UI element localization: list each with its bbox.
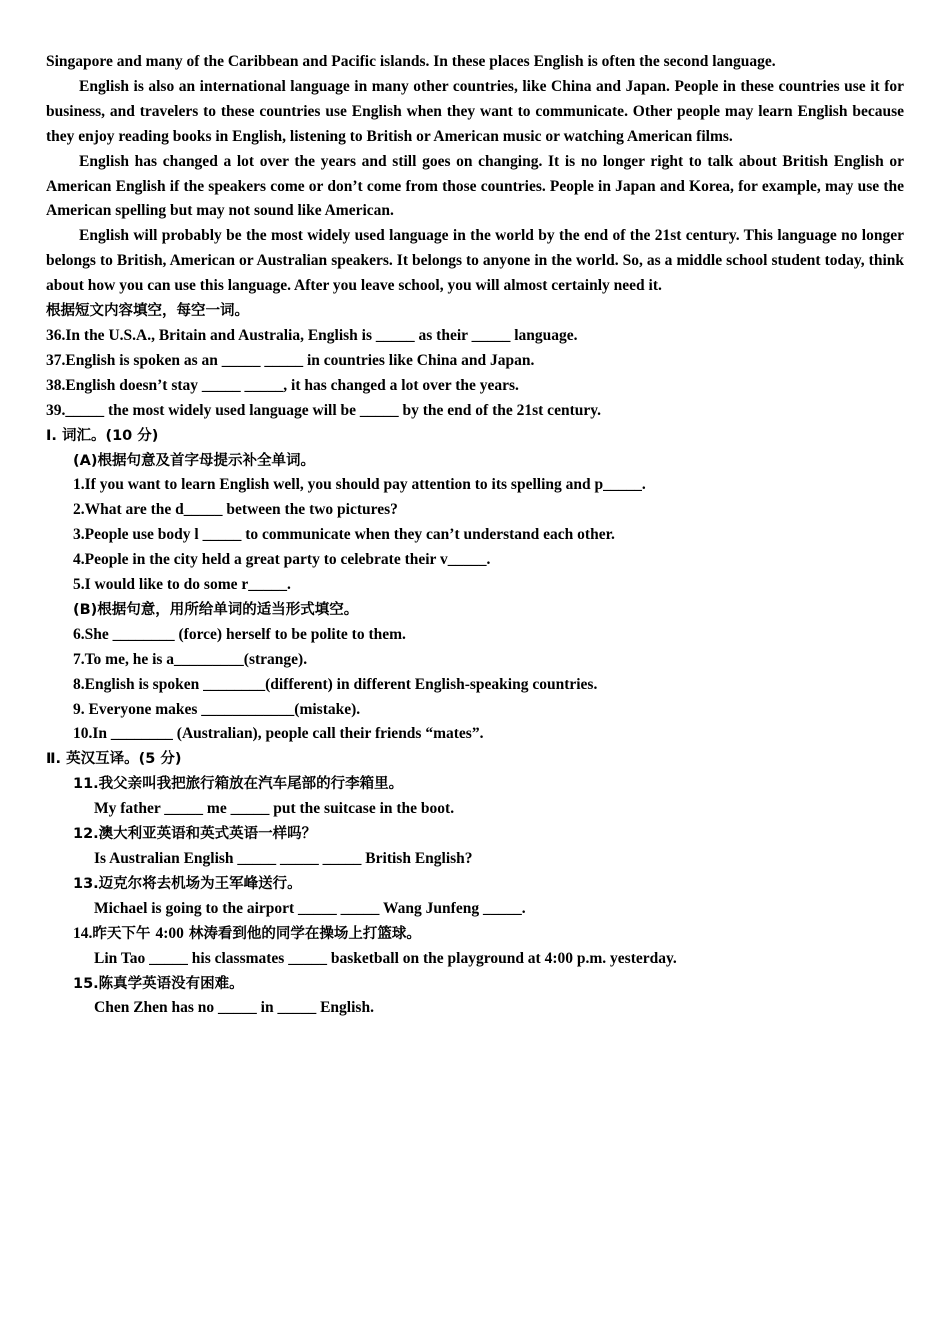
passage-paragraph-3: English has changed a lot over the years and still goes on changing. It is no longer right to talk about British English or American English if the speakers come or don’t come from those countries. People in Japan and Korea, for example, may use the American spelling but may not sound like American. xyxy=(46,152,904,220)
part-b-instruction: (B)根据句意，用所给单词的适当形式填空。 xyxy=(73,601,359,618)
translation-item-14-cn-b: 林涛看到他的同学在操场上打篮球。 xyxy=(183,925,421,942)
vocab-item-7: 7.To me, he is a_________(strange). xyxy=(73,650,308,668)
vocab-item-1: 1.If you want to learn English well, you should pay attention to its spelling and p_____. xyxy=(73,476,646,494)
vocab-item-10: 10.In ________ (Australian), people call their friends “mates”. xyxy=(73,725,484,743)
vocab-item-8: 8.English is spoken ________(different) in different English-speaking countries. xyxy=(73,675,598,693)
cloze-item-36: 36.In the U.S.A., Britain and Australia, English is _____ as their _____ language. xyxy=(46,326,578,344)
vocab-item-5: 5.I would like to do some r_____. xyxy=(73,576,291,594)
translation-item-14-cn-a: 昨天下午 xyxy=(92,925,156,942)
passage-paragraph-1: Singapore and many of the Caribbean and Pacific islands. In these places English is often the second language. xyxy=(46,53,776,70)
translation-item-14-time: 4:00 xyxy=(155,924,184,942)
vocab-item-4: 4.People in the city held a great party to celebrate their v_____. xyxy=(73,551,491,569)
translation-item-11-en: My father _____ me _____ put the suitcase in the boot. xyxy=(94,800,455,818)
passage-paragraph-4: English will probably be the most widely used language in the world by the end of the 21st century. This language no longer belongs to British, American or Australian speakers. It belongs to anyone in the world. So, as a middle school student today, think about how you can use this language. After you leave school, you will almost certainly need it. xyxy=(46,227,904,295)
vocab-item-2: 2.What are the d_____ between the two pictures? xyxy=(73,501,398,519)
translation-item-14-number: 14. xyxy=(73,924,93,942)
cloze-item-37: 37.English is spoken as an _____ _____ in countries like China and Japan. xyxy=(46,351,535,369)
document-page xyxy=(46,50,904,1021)
cloze-item-38: 38.English doesn’t stay _____ _____, it has changed a lot over the years. xyxy=(46,376,519,394)
translation-item-14-cn xyxy=(46,922,904,947)
translation-item-14-en: Lin Tao _____ his classmates _____ basketball on the playground at 4:00 p.m. yesterday. xyxy=(94,949,677,967)
translation-item-12-en: Is Australian English _____ _____ _____ British English? xyxy=(94,850,473,867)
translation-item-13-cn: 13.迈克尔将去机场为王军峰送行。 xyxy=(73,875,302,892)
section-1-heading: Ⅰ. 词汇。(10 分) xyxy=(46,427,159,444)
cloze-instruction: 根据短文内容填空，每空一词。 xyxy=(46,303,249,320)
vocab-item-3: 3.People use body l _____ to communicate when they can’t understand each other. xyxy=(73,526,615,544)
vocab-item-6: 6.She ________ (force) herself to be polite to them. xyxy=(73,625,406,643)
translation-item-11-cn: 11.我父亲叫我把旅行箱放在汽车尾部的行李箱里。 xyxy=(73,776,404,793)
translation-item-15-en: Chen Zhen has no _____ in _____ English. xyxy=(94,999,374,1017)
translation-item-13-en: Michael is going to the airport _____ _____ Wang Junfeng _____. xyxy=(94,899,526,917)
cloze-item-39: 39._____ the most widely used language will be _____ by the end of the 21st century. xyxy=(46,401,601,419)
vocab-item-9: 9. Everyone makes ____________(mistake). xyxy=(73,700,361,718)
part-a-instruction: (A)根据句意及首字母提示补全单词。 xyxy=(73,452,315,469)
translation-item-15-cn: 15.陈真学英语没有困难。 xyxy=(73,975,244,992)
section-2-heading: Ⅱ. 英汉互译。(5 分) xyxy=(46,751,182,768)
passage-paragraph-2: English is also an international language in many other countries, like China and Japan. People in these countries use it for business, and travelers to these countries use English when they want to communicate. Other people may learn English because they enjoy reading books in English, listening to British or American music or watching American films. xyxy=(46,77,904,145)
translation-item-12-cn: 12.澳大利亚英语和英式英语一样吗？ xyxy=(73,826,317,843)
